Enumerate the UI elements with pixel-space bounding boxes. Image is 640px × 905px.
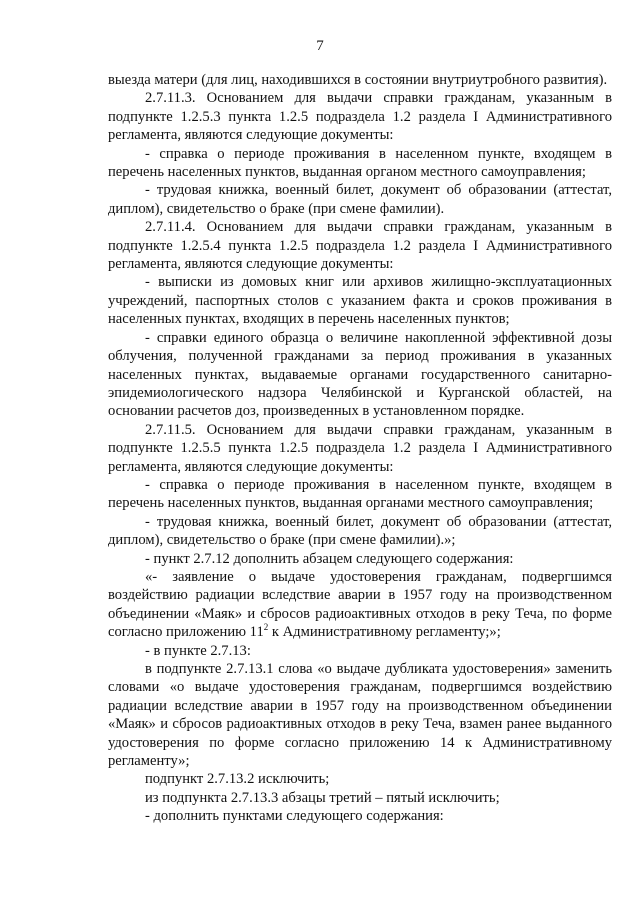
list-item: - справки единого образца о величине накопленной эффективной дозы облучения, полученной гражданами за период проживания в указанных населенных пунктах, выдаваемые органами государственного санитарно-эпидемиологического надзора Челябинской и Курганской областей, на основании расчетов доз, произведенных в установленном порядке. — [108, 329, 612, 420]
page-number: 7 — [316, 38, 324, 54]
paragraph: 2.7.11.3. Основанием для выдачи справки гражданам, указанным в подпункте 1.2.5.3 пункта 1.2.5 подраздела 1.2 раздела I Административного регламента, являются следующие документы: — [108, 90, 612, 144]
paragraph: в подпункте 2.7.13.1 слова «о выдаче дубликата удостоверения» заменить словами «о выдаче удостоверения гражданам, подвергшимся воздействию радиации вследствие аварии в 1957 году на производственном объединении «Маяк» и сбросов радиоактивных отходов в реку Теча, взамен ранее выданного удостоверения по форме согласно приложению 14 к Административному регламенту»; — [108, 661, 612, 770]
document-body — [108, 71, 612, 826]
list-item: - дополнить пунктами следующего содержания: — [145, 808, 444, 825]
paragraph: 2.7.11.5. Основанием для выдачи справки гражданам, указанным в подпункте 1.2.5.5 пункта 1.2.5 подраздела 1.2 раздела I Административного регламента, являются следующие документы: — [108, 421, 612, 475]
superscript: 2 — [263, 622, 269, 633]
paragraph-text: «- заявление о выдаче удостоверения гражданам, подвергшимся воздействию радиации вследствие аварии в 1957 году на производственном объединении «Маяк» и сбросов радиоактивных отходов в реку Теча, по форме согласно приложению 11 — [108, 568, 612, 641]
paragraph: из подпункта 2.7.13.3 абзацы третий – пятый исключить; — [145, 789, 500, 806]
quoted-paragraph — [108, 568, 612, 642]
list-item: - трудовая книжка, военный билет, документ об образовании (аттестат, диплом), свидетельство о браке (при смене фамилии). — [108, 182, 612, 217]
paragraph: выезда матери (для лиц, находившихся в состоянии внутриутробного развития). — [108, 72, 608, 88]
paragraph: 2.7.11.4. Основанием для выдачи справки гражданам, указанным в подпункте 1.2.5.4 пункта 1.2.5 подраздела 1.2 раздела I Административного регламента, являются следующие документы: — [108, 219, 612, 273]
list-item: - трудовая книжка, военный билет, документ об образовании (аттестат, диплом), свидетельство о браке (при смене фамилии).»; — [108, 513, 612, 549]
list-item: - справка о периоде проживания в населенном пункте, входящем в перечень населенных пунктов, выданная органом местного самоуправления; — [108, 145, 612, 181]
paragraph-text-continued: к Административному регламенту;»; — [268, 624, 501, 641]
list-item: - выписки из домовых книг или архивов жилищно-эксплуатационных учреждений, паспортных столов с указанием факта и сроков проживания в населенных пунктах, входящих в перечень населенных пунктов; — [108, 274, 612, 328]
list-item: - справка о периоде проживания в населенном пункте, входящем в перечень населенных пунктов, выданная органами местного самоуправления; — [108, 476, 612, 512]
paragraph: подпункт 2.7.13.2 исключить; — [145, 771, 330, 788]
list-item: - пункт 2.7.12 дополнить абзацем следующего содержания: — [145, 550, 514, 567]
list-item: - в пункте 2.7.13: — [145, 642, 251, 659]
